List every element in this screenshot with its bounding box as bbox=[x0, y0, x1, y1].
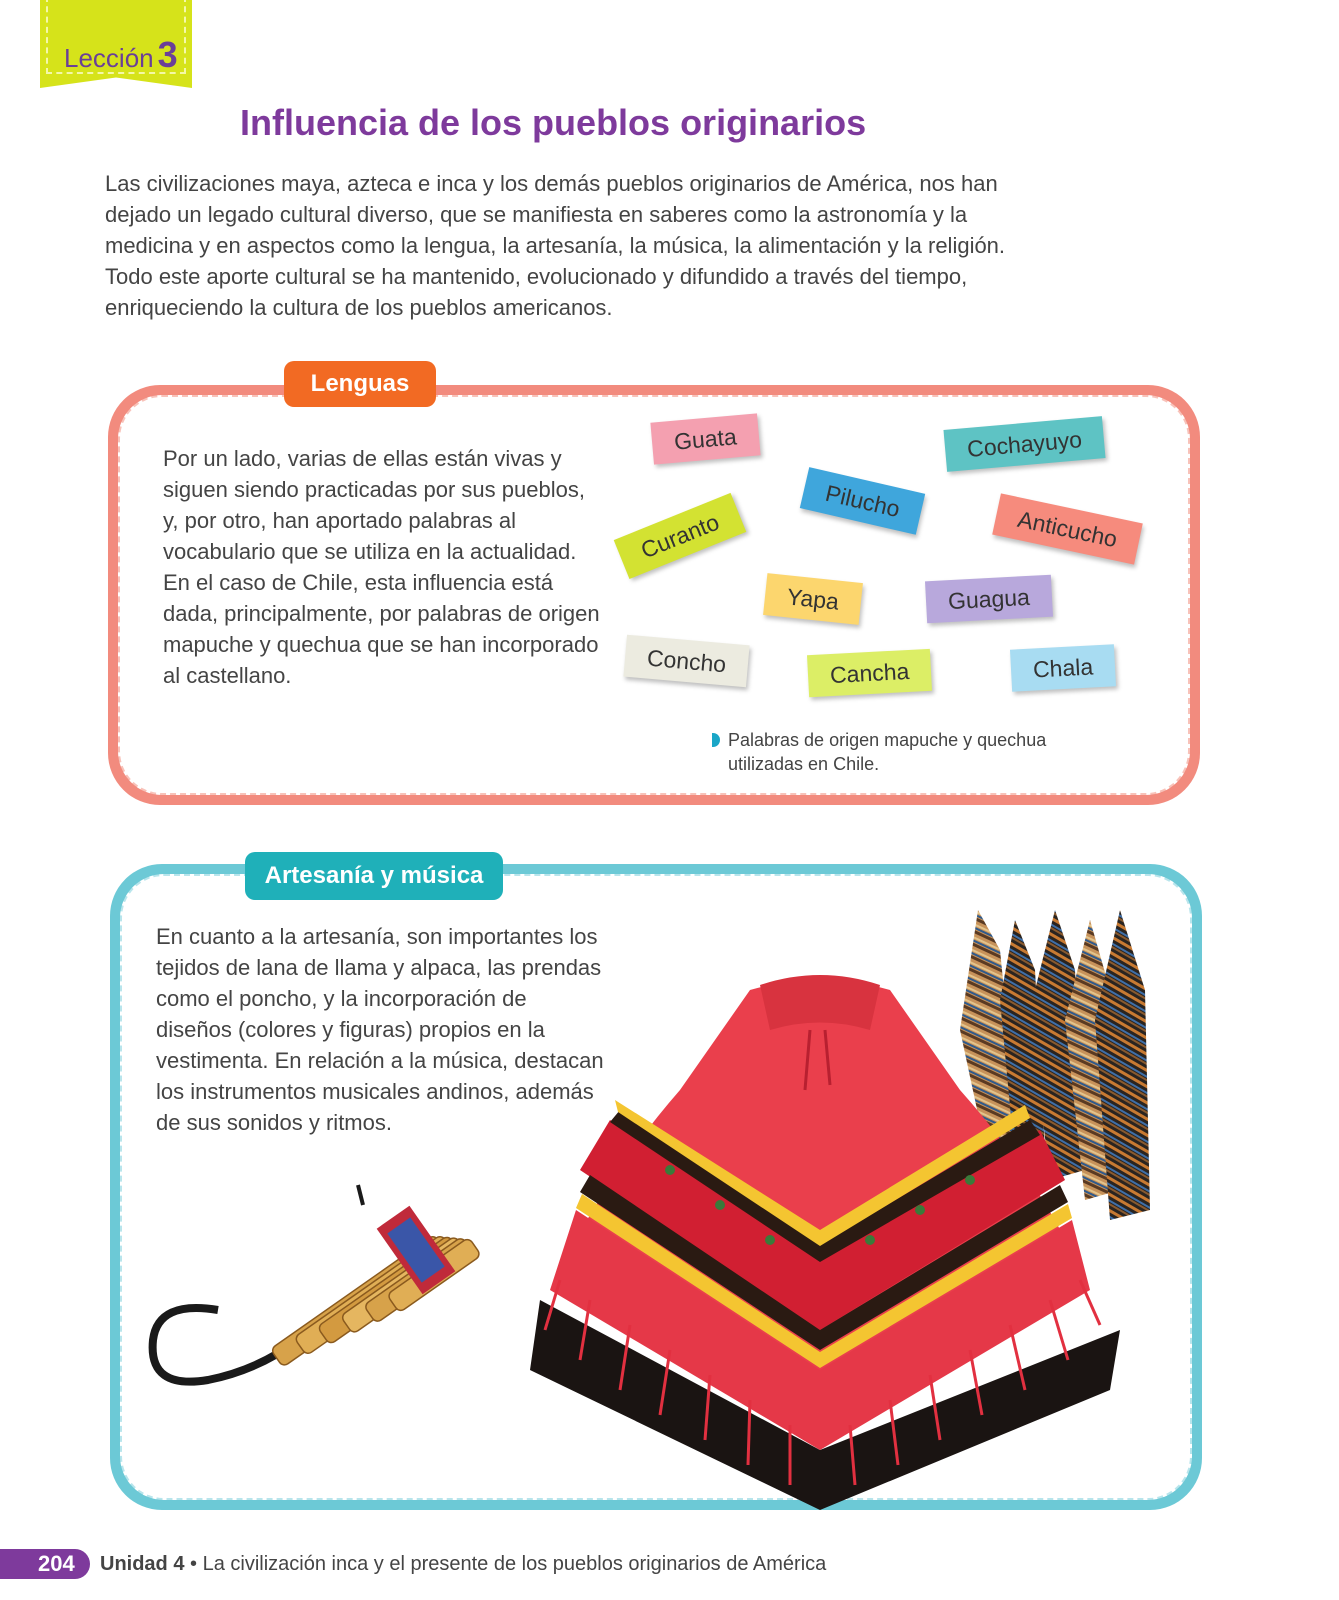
footer-unit: Unidad 4 bbox=[100, 1553, 185, 1575]
footer-subtitle: La civilización inca y el presente de los pueblos originarios de América bbox=[202, 1553, 827, 1575]
lesson-number: 3 bbox=[157, 34, 178, 75]
word-tag-anticucho: Anticucho bbox=[992, 493, 1143, 564]
word-tag-chala: Chala bbox=[1010, 644, 1116, 691]
poncho-image bbox=[520, 970, 1140, 1510]
page-number: 204 bbox=[38, 1551, 75, 1576]
word-tag-concho: Concho bbox=[623, 635, 749, 688]
word-tag-cochayuyo: Cochayuyo bbox=[943, 416, 1105, 472]
word-tag-guagua: Guagua bbox=[925, 575, 1053, 624]
arte-tab: Artesanía y música bbox=[245, 852, 503, 900]
lesson-label bbox=[64, 34, 178, 76]
page-title: Influencia de los pueblos originarios bbox=[240, 102, 867, 143]
word-tag-curanto: Curanto bbox=[614, 493, 746, 579]
word-tag-yapa: Yapa bbox=[763, 573, 863, 625]
lesson-word: Lección bbox=[64, 43, 154, 73]
lenguas-tab: Lenguas bbox=[284, 361, 436, 407]
word-tag-pilucho: Pilucho bbox=[800, 467, 926, 535]
footer-text bbox=[100, 1549, 826, 1579]
lenguas-caption: Palabras de origen mapuche y quechua utilizadas en Chile. bbox=[728, 730, 1047, 774]
word-tag-cancha: Cancha bbox=[807, 649, 932, 697]
word-tag-guata: Guata bbox=[650, 413, 760, 464]
lenguas-text: Por un lado, varias de ellas están vivas y siguen siendo practicadas por sus pueblos, y, por otro, han aportado palabras al vocabulario que se utiliza en la actualidad. En el caso de Chile, esta influencia está dada, principalmente, por palabras de origen mapuche y quechua que se han incorporado al castellano. bbox=[163, 446, 600, 688]
arte-text: En cuanto a la artesanía, son importantes los tejidos de lana de llama y alpaca, las prendas como el poncho, y la incorporación de diseños (colores y figuras) propios en la vestimenta. En relación a la música, destacan los instrumentos musicales andinos, además de sus sonidos y ritmos. bbox=[156, 924, 604, 1135]
intro-paragraph: Las civilizaciones maya, azteca e inca y los demás pueblos originarios de América, nos han dejado un legado cultural diverso, que se manifiesta en saberes como la astronomía y la medicina y en aspectos como la lengua, la artesanía, la música, la alimentación y la religión. Todo este aporte cultural se ha mantenido, evolucionado y difundido a través del tiempo, enriqueciendo la cultura de los pueblos americanos. bbox=[105, 171, 1006, 320]
panflute-image bbox=[148, 1190, 528, 1480]
footer-separator: • bbox=[190, 1553, 198, 1575]
